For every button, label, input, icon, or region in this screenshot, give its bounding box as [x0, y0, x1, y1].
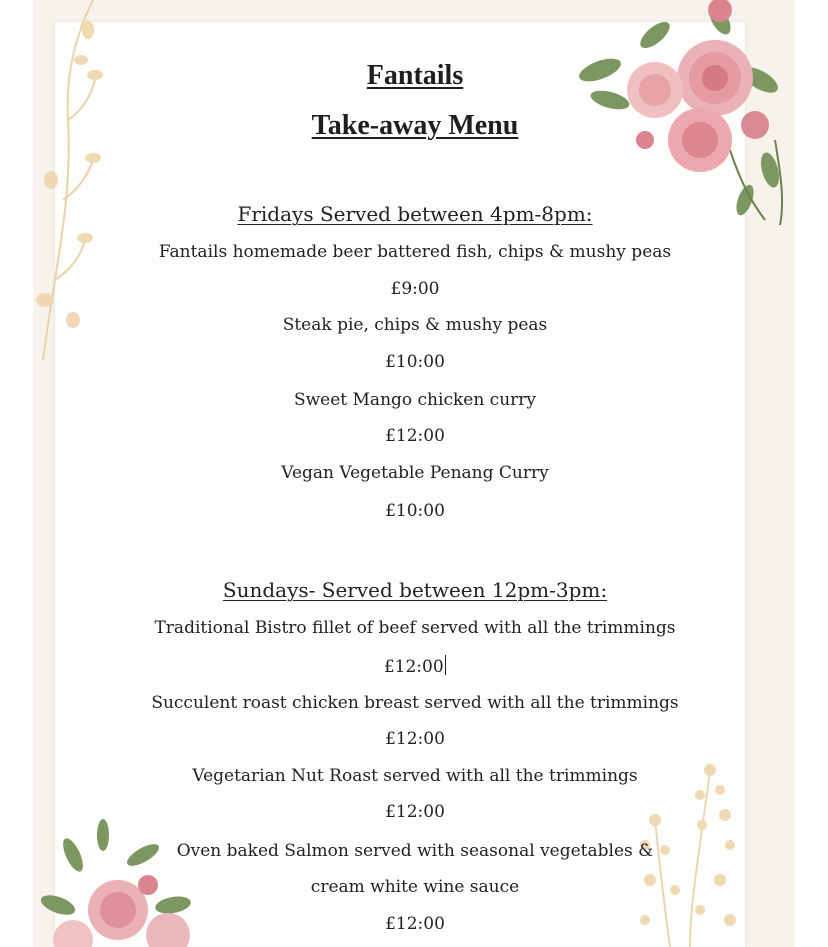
menu-content	[88, 0, 742, 947]
sundays-item-1-price: £12:00	[383, 657, 444, 677]
menu-title: Fantails	[366, 60, 464, 91]
fridays-heading: Fridays Served between 4pm-8pm:	[237, 202, 593, 226]
sundays-item-1-price-row	[88, 655, 742, 677]
sundays-item-2-name: Succulent roast chicken breast served with all the trimmings	[151, 693, 679, 713]
sundays-item-3-name: Vegetarian Nut Roast served with all the trimmings	[192, 766, 638, 786]
sundays-item-4-name-line2: cream white wine sauce	[310, 877, 520, 897]
sundays-item-4-price: £12:00	[385, 914, 445, 934]
sundays-item-4-name: Oven baked Salmon served with seasonal vegetables &	[176, 841, 654, 861]
fridays-item-2-price: £10:00	[385, 352, 445, 372]
sundays-heading: Sundays- Served between 12pm-3pm:	[222, 578, 608, 602]
fridays-item-2-name: Steak pie, chips & mushy peas	[282, 315, 548, 335]
menu-subtitle: Take-away Menu	[311, 110, 519, 141]
fridays-item-3-price: £12:00	[385, 426, 445, 446]
sundays-item-1-name: Traditional Bistro fillet of beef served with all the trimmings	[154, 618, 676, 638]
fridays-item-4-price: £10:00	[385, 501, 445, 521]
fridays-item-1-price: £9:00	[390, 279, 440, 299]
sundays-item-3-price: £12:00	[385, 802, 445, 822]
text-cursor	[445, 655, 447, 675]
sundays-item-2-price: £12:00	[385, 729, 445, 749]
fridays-item-4-name: Vegan Vegetable Penang Curry	[281, 463, 549, 483]
fridays-item-3-name: Sweet Mango chicken curry	[293, 390, 537, 410]
fridays-item-1-name: Fantails homemade beer battered fish, chips & mushy peas	[158, 242, 672, 262]
